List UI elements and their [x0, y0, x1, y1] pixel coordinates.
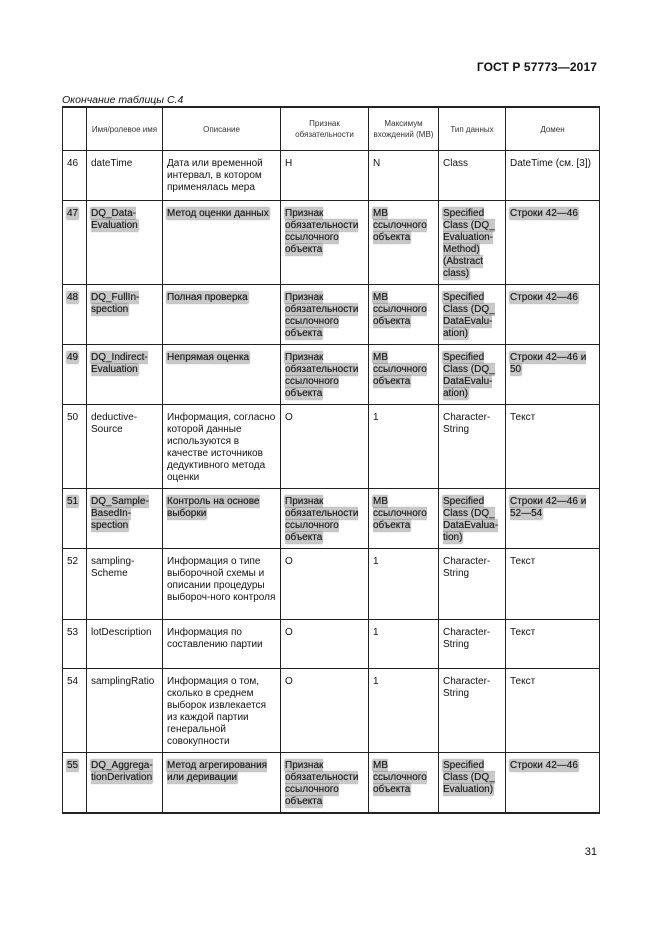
- cell-type-text: Specified Class (DQ_ DataEvalua-tion): [443, 496, 499, 543]
- cell-type: [439, 669, 506, 753]
- cell-obligation: [281, 345, 369, 405]
- cell-name-text: DQ_Indirect-Evaluation: [91, 352, 148, 375]
- cell-obligation: [281, 669, 369, 753]
- cell-obligation-text: O: [285, 412, 293, 423]
- cell-max-text: МВ ссылочного объекта: [373, 352, 427, 387]
- cell-domain: [506, 151, 600, 201]
- cell-type-text: Specified Class (DQ_ Evaluation): [443, 760, 495, 795]
- cell-description-text: Метод агрегирования или деривации: [167, 760, 268, 783]
- cell-description: [163, 151, 281, 201]
- cell-description: [163, 201, 281, 285]
- cell-num: [63, 285, 87, 345]
- cell-max-text: 1: [373, 556, 379, 567]
- cell-max-text: N: [373, 158, 381, 169]
- cell-obligation: [281, 489, 369, 549]
- cell-description: [163, 285, 281, 345]
- cell-max: [369, 345, 439, 405]
- cell-description: [163, 489, 281, 549]
- cell-max-text: МВ ссылочного объекта: [373, 760, 427, 795]
- table-row: [63, 620, 600, 669]
- cell-max: [369, 620, 439, 669]
- cell-num-text: 51: [67, 496, 79, 507]
- cell-name-text: DQ_Aggrega-tionDerivation: [91, 760, 153, 783]
- cell-max: [369, 151, 439, 201]
- cell-type-text: Character-String: [443, 412, 491, 435]
- cell-obligation-text: O: [285, 627, 293, 638]
- cell-obligation: [281, 405, 369, 489]
- col-header-max-occurrence: Максимум вхождений (МВ): [369, 107, 439, 151]
- cell-max-text: МВ ссылочного объекта: [373, 496, 427, 531]
- cell-num-text: 50: [67, 412, 79, 423]
- cell-num: [63, 151, 87, 201]
- cell-max: [369, 285, 439, 345]
- table-row: [63, 345, 600, 405]
- cell-name-text: lotDescription: [91, 627, 152, 638]
- cell-domain-text: Строки 42—46: [510, 760, 578, 771]
- cell-max-text: 1: [373, 412, 379, 423]
- table-row: [63, 285, 600, 345]
- cell-description: [163, 405, 281, 489]
- cell-description-text: Контроль на основе выборки: [167, 496, 260, 519]
- cell-type: [439, 489, 506, 549]
- col-header-description: Описание: [163, 107, 281, 151]
- cell-description: [163, 753, 281, 814]
- cell-description: [163, 549, 281, 620]
- table-row: [63, 489, 600, 549]
- cell-name-text: DQ_Sample-BasedIn-spection: [91, 496, 149, 531]
- table-header-row: [63, 107, 600, 151]
- cell-obligation-text: Признак обязательности ссылочного объекта: [285, 352, 359, 399]
- cell-domain: [506, 285, 600, 345]
- cell-domain-text: Строки 42—46 и 50: [510, 352, 587, 375]
- cell-description-text: Информация, согласно которой данные используются в качестве источников дедуктивного метода оценки: [167, 412, 276, 483]
- spec-table: [62, 106, 600, 814]
- cell-name-text: dateTime: [91, 158, 133, 169]
- cell-max: [369, 201, 439, 285]
- cell-domain-text: Строки 42—46: [510, 208, 578, 219]
- cell-obligation: [281, 620, 369, 669]
- cell-description-text: Полная проверка: [167, 292, 248, 303]
- cell-type: [439, 345, 506, 405]
- col-header-domain: Домен: [506, 107, 600, 151]
- cell-num-text: 46: [67, 158, 79, 169]
- cell-type: [439, 151, 506, 201]
- table-row: [63, 669, 600, 753]
- cell-type-text: Character-String: [443, 627, 491, 650]
- table-caption: Окончание таблицы С.4: [62, 94, 184, 106]
- cell-num: [63, 620, 87, 669]
- cell-name: [87, 620, 163, 669]
- cell-num-text: 48: [67, 292, 79, 303]
- cell-domain: [506, 549, 600, 620]
- cell-name: [87, 669, 163, 753]
- cell-description: [163, 345, 281, 405]
- cell-max: [369, 549, 439, 620]
- cell-name: [87, 345, 163, 405]
- cell-type-text: Specified Class (DQ_ Evaluation-Method) (Abstract class): [443, 208, 495, 279]
- cell-name: [87, 753, 163, 814]
- cell-type: [439, 405, 506, 489]
- table-row: [63, 201, 600, 285]
- table-row: [63, 549, 600, 620]
- cell-description-text: Информация о типе выборочной схемы и описании процедуры выбороч-ного контроля: [167, 556, 276, 603]
- cell-num-text: 54: [67, 676, 79, 687]
- cell-obligation-text: Признак обязательности ссылочного объекта: [285, 760, 359, 807]
- cell-obligation-text: Признак обязательности ссылочного объекта: [285, 208, 359, 255]
- cell-max-text: МВ ссылочного объекта: [373, 292, 427, 327]
- col-header-num: [63, 107, 87, 151]
- cell-name-text: DQ_Data-Evaluation: [91, 208, 138, 231]
- cell-name: [87, 285, 163, 345]
- cell-name: [87, 201, 163, 285]
- cell-obligation: [281, 201, 369, 285]
- cell-type-text: Specified Class (DQ_ DataEvalu-ation): [443, 352, 495, 399]
- cell-domain-text: Текст: [510, 676, 536, 687]
- cell-max-text: 1: [373, 627, 379, 638]
- cell-domain-text: Текст: [510, 556, 536, 567]
- cell-type: [439, 620, 506, 669]
- cell-domain-text: Строки 42—46 и 52—54: [510, 496, 587, 519]
- cell-domain-text: Текст: [510, 627, 536, 638]
- table-row: [63, 405, 600, 489]
- cell-num-text: 53: [67, 627, 79, 638]
- cell-name: [87, 151, 163, 201]
- cell-name-text: DQ_FullIn-spection: [91, 292, 140, 315]
- cell-max: [369, 405, 439, 489]
- cell-num: [63, 201, 87, 285]
- cell-domain: [506, 201, 600, 285]
- table-row: [63, 151, 600, 201]
- cell-num: [63, 405, 87, 489]
- cell-name-text: sampling-Scheme: [91, 556, 135, 579]
- cell-num: [63, 489, 87, 549]
- standard-header: ГОСТ Р 57773—2017: [476, 60, 597, 74]
- cell-obligation-text: O: [285, 556, 293, 567]
- cell-type-text: Specified Class (DQ_ DataEvalu-ation): [443, 292, 495, 339]
- cell-obligation-text: Признак обязательности ссылочного объекта: [285, 496, 359, 543]
- cell-type: [439, 753, 506, 814]
- cell-domain: [506, 669, 600, 753]
- col-header-data-type: Тип данных: [439, 107, 506, 151]
- cell-domain: [506, 489, 600, 549]
- cell-obligation: [281, 285, 369, 345]
- cell-max-text: МВ ссылочного объекта: [373, 208, 427, 243]
- cell-num: [63, 669, 87, 753]
- cell-num-text: 47: [67, 208, 79, 219]
- cell-obligation-text: Н: [285, 158, 293, 169]
- cell-description-text: Информация по составлению партии: [167, 627, 263, 650]
- cell-type: [439, 285, 506, 345]
- cell-num-text: 52: [67, 556, 79, 567]
- cell-name: [87, 549, 163, 620]
- cell-domain: [506, 753, 600, 814]
- cell-max: [369, 753, 439, 814]
- col-header-name: Имя/ролевое имя: [87, 107, 163, 151]
- cell-domain-text: Строки 42—46: [510, 292, 578, 303]
- cell-obligation-text: Признак обязательности ссылочного объекта: [285, 292, 359, 339]
- page-number: 31: [584, 846, 597, 858]
- cell-description-text: Непрямая оценка: [167, 352, 250, 363]
- cell-domain-text: Текст: [510, 412, 536, 423]
- cell-max: [369, 669, 439, 753]
- cell-obligation-text: O: [285, 676, 293, 687]
- cell-obligation: [281, 151, 369, 201]
- cell-description: [163, 620, 281, 669]
- cell-domain: [506, 345, 600, 405]
- cell-num-text: 55: [67, 760, 79, 771]
- cell-obligation: [281, 753, 369, 814]
- cell-name-text: samplingRatio: [91, 676, 155, 687]
- cell-max: [369, 489, 439, 549]
- cell-domain-text: DateTime (см. [3]): [510, 158, 591, 169]
- cell-description: [163, 669, 281, 753]
- cell-type-text: Class: [443, 158, 469, 169]
- cell-type-text: Character-String: [443, 556, 491, 579]
- cell-domain: [506, 405, 600, 489]
- cell-name: [87, 489, 163, 549]
- cell-num: [63, 345, 87, 405]
- cell-description-text: Метод оценки данных: [167, 208, 269, 219]
- cell-type: [439, 549, 506, 620]
- cell-num: [63, 753, 87, 814]
- cell-name-text: deductive-Source: [91, 412, 138, 435]
- cell-max-text: 1: [373, 676, 379, 687]
- col-header-obligation: Признак обязательности: [281, 107, 369, 151]
- cell-description-text: Дата или временной интервал, в котором применялась мера: [167, 158, 263, 193]
- cell-num: [63, 549, 87, 620]
- cell-domain: [506, 620, 600, 669]
- cell-type: [439, 201, 506, 285]
- cell-description-text: Информация о том, сколько в среднем выборок извлекается из каждой партии генеральной совокупности: [167, 676, 266, 747]
- cell-num-text: 49: [67, 352, 79, 363]
- cell-obligation: [281, 549, 369, 620]
- cell-type-text: Character-String: [443, 676, 491, 699]
- table-row: [63, 753, 600, 814]
- cell-name: [87, 405, 163, 489]
